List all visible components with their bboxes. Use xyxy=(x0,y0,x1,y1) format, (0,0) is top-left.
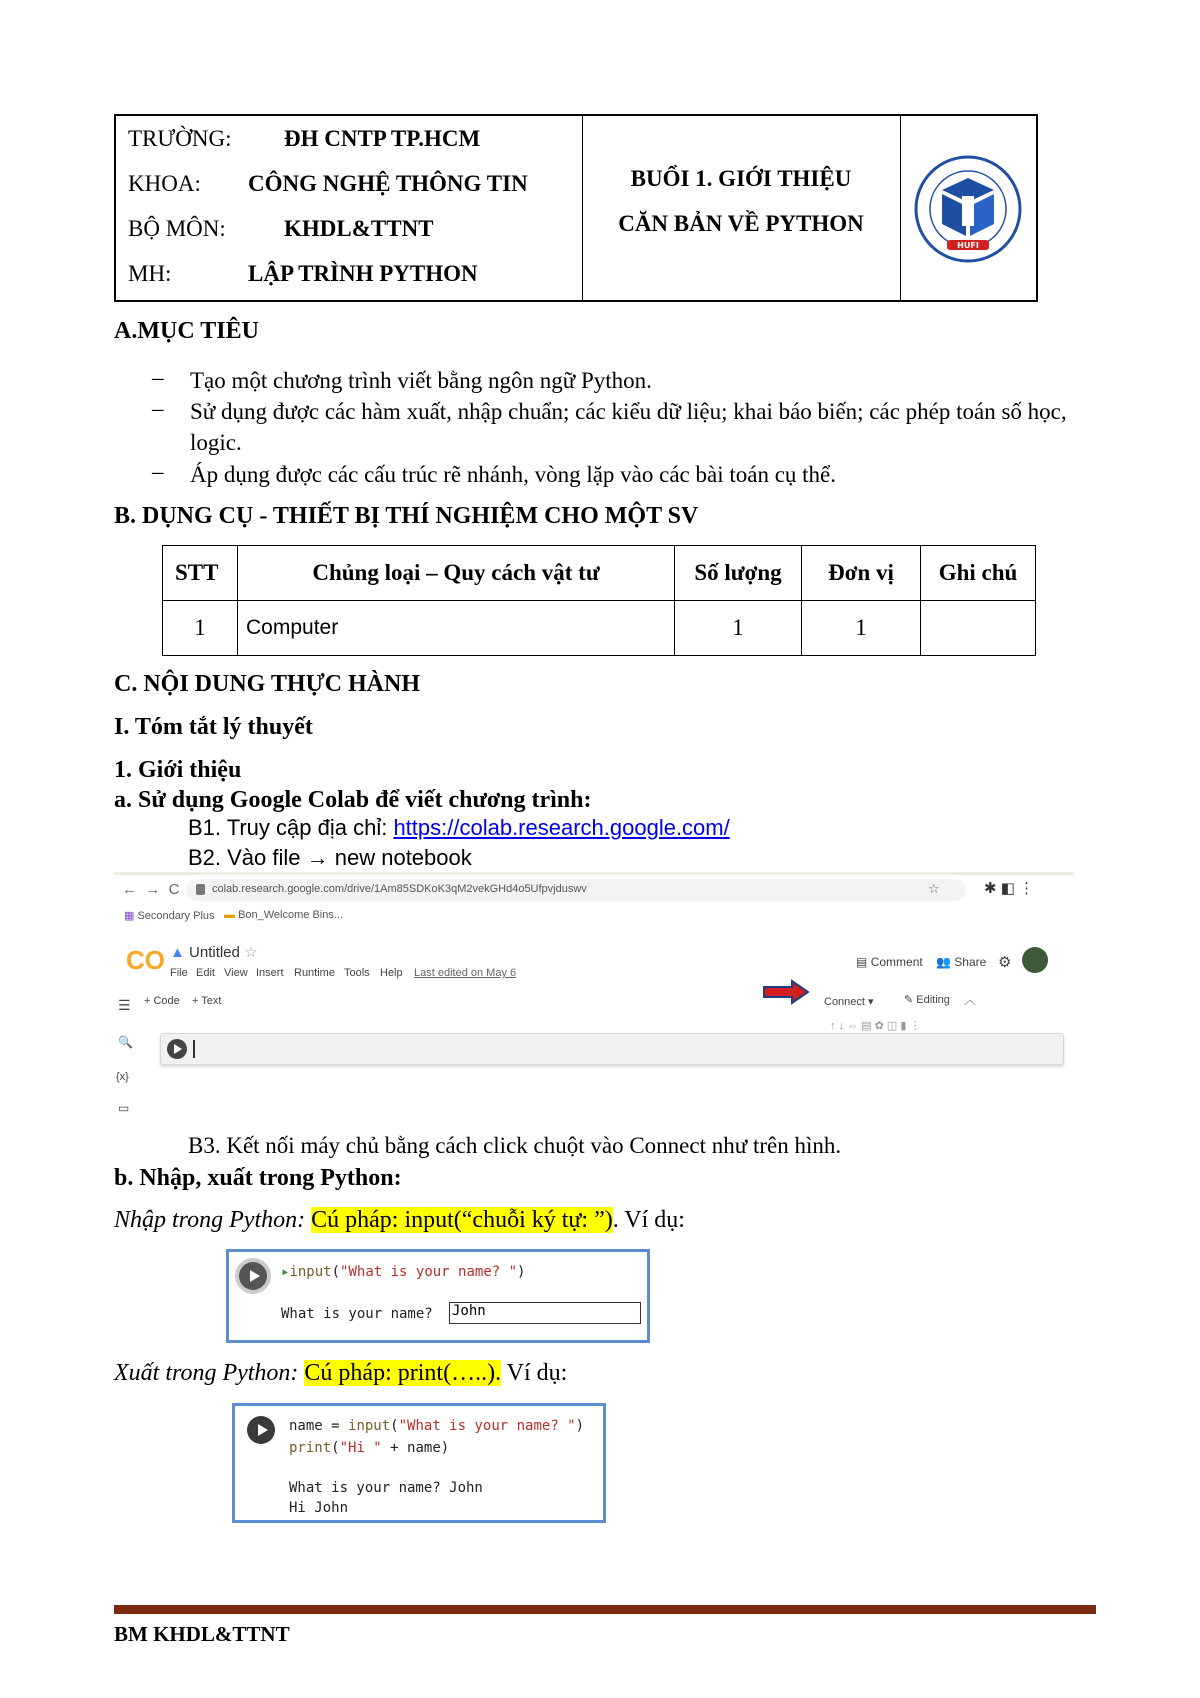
notebook-title[interactable]: ▲ Untitled ☆ xyxy=(170,944,258,961)
input-output-heading: b. Nhập, xuất trong Python: xyxy=(114,1165,402,1191)
header-info-cell xyxy=(116,116,583,300)
header-title-cell xyxy=(582,116,901,300)
folder-icon[interactable]: ▭ xyxy=(118,1101,130,1115)
code-line-1: name = input("What is your name? ") xyxy=(289,1418,585,1434)
step-b2: B2. Vào file → new notebook xyxy=(188,845,472,870)
lesson-title-line1: BUỔI 1. GIỚI THIỆU xyxy=(630,166,852,191)
step-b3: B3. Kết nối máy chủ bằng cách click chuột vào Connect như trên hình. xyxy=(188,1133,842,1158)
lock-icon xyxy=(196,884,205,895)
header-row-department: BỘ MÔN: KHDL&TTNT xyxy=(128,216,434,241)
colab-heading: a. Sử dụng Google Colab để viết chương trình: xyxy=(114,787,592,813)
editing-toggle[interactable]: ✎ Editing xyxy=(904,994,950,1006)
search-icon[interactable]: 🔍 xyxy=(118,1035,133,1049)
header-row-faculty: KHOA: CÔNG NGHỆ THÔNG TIN xyxy=(128,171,528,196)
footer-text: BM KHDL&TTNT xyxy=(114,1622,290,1646)
logo-text: HUFI xyxy=(957,241,979,250)
table-cell: Computer xyxy=(238,601,675,656)
table-row xyxy=(163,601,1036,656)
print-example xyxy=(232,1403,606,1523)
column-header: Số lượng xyxy=(675,546,802,601)
section-c-title: C. NỘI DUNG THỰC HÀNH xyxy=(114,671,421,697)
bookmark-item[interactable]: ▬ Bon_Welcome Bins... xyxy=(224,909,344,921)
address-bar[interactable]: colab.research.google.com/drive/1Am85SDKoK3qM2vekGHd4o5Ufpvjduswv ☆ xyxy=(186,879,966,901)
input-code-line: ▸input("What is your name? ") xyxy=(281,1264,526,1280)
table-cell: 1 xyxy=(802,601,921,656)
column-header: Đơn vị xyxy=(802,546,921,601)
column-header: Ghi chú xyxy=(921,546,1036,601)
introduction-heading: 1. Giới thiệu xyxy=(114,757,242,783)
output-syntax: Cú pháp: print(…..). xyxy=(304,1360,502,1386)
colab-logo[interactable]: CO xyxy=(126,945,165,975)
section-b-title: B. DỤNG CỤ - THIẾT BỊ THÍ NGHIỆM CHO MỘT SV xyxy=(114,503,699,529)
equipment-table xyxy=(162,545,1036,656)
connect-button[interactable]: Connect ▾ xyxy=(824,996,874,1008)
menu-help[interactable]: Help xyxy=(380,967,403,979)
text-cursor xyxy=(193,1040,195,1058)
add-text-button[interactable]: + Text xyxy=(192,995,222,1007)
run-cell-icon xyxy=(247,1416,275,1444)
chevron-down-icon: ▾ xyxy=(868,996,874,1008)
chevron-up-icon[interactable]: ︿ xyxy=(964,993,977,1007)
back-forward-icon[interactable]: ← → C xyxy=(122,881,180,898)
code-line-2: print("Hi " + name) xyxy=(289,1440,450,1456)
column-header: STT xyxy=(163,546,238,601)
extensions-icon[interactable]: ✱ ◧ ⋮ xyxy=(984,880,1035,897)
input-syntax: Cú pháp: input(“chuỗi ký tự: ”) xyxy=(311,1207,613,1233)
bookmark-item[interactable]: ▦ Secondary Plus xyxy=(124,910,215,922)
table-cell: 1 xyxy=(163,601,238,656)
menu-runtime[interactable]: Runtime xyxy=(294,967,335,979)
input-example xyxy=(226,1249,650,1343)
pencil-icon: ✎ xyxy=(904,994,914,1006)
table-cell xyxy=(921,601,1036,656)
input-syntax-line: Nhập trong Python: Cú pháp: input(“chuỗi ký tự: ”). Ví dụ: xyxy=(114,1207,685,1233)
table-header-row xyxy=(163,546,1036,601)
university-logo xyxy=(912,138,1024,280)
star-icon[interactable]: ☆ xyxy=(928,881,940,896)
variables-icon[interactable]: {x} xyxy=(116,1071,129,1083)
header-row-subject: MH: LẬP TRÌNH PYTHON xyxy=(128,261,478,286)
menu-view[interactable]: View xyxy=(224,967,248,979)
menu-file[interactable]: File xyxy=(170,967,188,979)
column-header: Chủng loại – Quy cách vật tư xyxy=(238,546,675,601)
last-edited-link[interactable]: Last edited on May 6 xyxy=(414,967,517,979)
footer-divider xyxy=(114,1605,1096,1614)
star-icon[interactable]: ☆ xyxy=(244,944,258,961)
cell-toolbar[interactable]: ↑ ↓ ⇔ ▤ ✿ ◫ ▮ ⋮ xyxy=(830,1020,921,1032)
red-arrow-icon xyxy=(762,979,810,1005)
output-line-2: Hi John xyxy=(289,1500,349,1516)
name-input-field[interactable]: John xyxy=(449,1302,641,1324)
output-line-1: What is your name? John xyxy=(289,1480,483,1496)
avatar[interactable] xyxy=(1022,947,1048,973)
drive-icon: ▲ xyxy=(170,944,185,961)
share-icon: 👥 xyxy=(936,955,951,969)
menu-icon[interactable]: ☰ xyxy=(118,997,131,1013)
run-cell-icon xyxy=(239,1262,267,1290)
share-button[interactable]: 👥 Share xyxy=(936,955,987,969)
add-code-button[interactable]: + Code xyxy=(144,995,180,1007)
comment-button[interactable]: ▤ Comment xyxy=(856,955,923,969)
run-cell-button[interactable] xyxy=(167,1039,187,1059)
code-cell[interactable] xyxy=(160,1033,1064,1065)
menu-insert[interactable]: Insert xyxy=(256,967,284,979)
arrow-right-icon: → xyxy=(306,845,329,870)
header-table xyxy=(114,114,1038,302)
menu-tools[interactable]: Tools xyxy=(344,967,370,979)
input-prompt: What is your name? xyxy=(281,1306,433,1322)
colab-link[interactable]: https://colab.research.google.com/ xyxy=(393,815,730,840)
settings-gear-icon[interactable]: ⚙ xyxy=(998,954,1012,971)
step-b1: B1. Truy cập địa chỉ: https://colab.research.google.com/ xyxy=(188,815,730,840)
table-cell: 1 xyxy=(675,601,802,656)
colab-screenshot xyxy=(114,872,1074,1133)
section-a-title: A.MỤC TIÊU xyxy=(114,318,259,344)
header-row-school: TRƯỜNG: ĐH CNTP TP.HCM xyxy=(128,126,481,151)
output-syntax-line: Xuất trong Python: Cú pháp: print(…..). Ví dụ: xyxy=(114,1360,568,1386)
theory-summary-heading: I. Tóm tắt lý thuyết xyxy=(114,714,313,740)
header-logo-cell xyxy=(900,116,1038,300)
comment-icon: ▤ xyxy=(856,955,868,969)
menu-edit[interactable]: Edit xyxy=(196,967,215,979)
lesson-title-line2: CĂN BẢN VỀ PYTHON xyxy=(618,211,864,236)
